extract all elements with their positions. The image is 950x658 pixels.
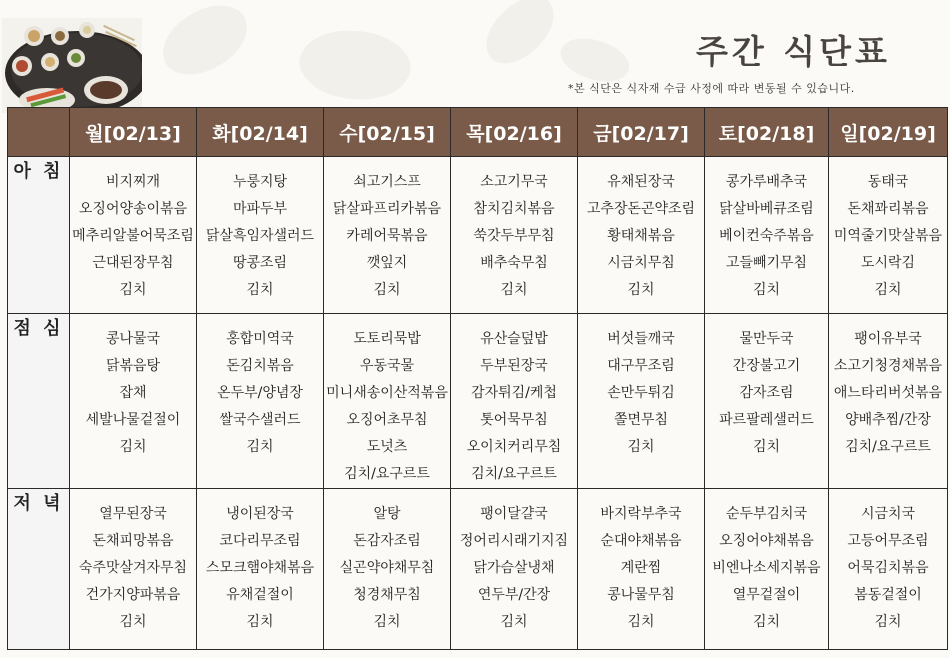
menu-item: 바지락부추국 xyxy=(600,506,682,522)
header-corner xyxy=(8,108,70,157)
menu-cell xyxy=(70,157,197,314)
menu-item: 시금치무침 xyxy=(607,255,675,271)
menu-item: 마파두부 xyxy=(232,201,288,217)
korean-dish-image xyxy=(2,18,142,113)
menu-item: 오징어야채볶음 xyxy=(719,533,814,549)
menu-item: 오징어초무침 xyxy=(346,412,428,428)
menu-item: 돈감자조림 xyxy=(353,533,421,549)
menu-item: 간장불고기 xyxy=(732,358,801,374)
menu-item: 세발나물겉절이 xyxy=(85,412,181,428)
menu-cell xyxy=(324,157,451,314)
menu-item: 비지찌개 xyxy=(105,174,161,190)
menu-item: 오이치커리무침 xyxy=(466,439,562,455)
menu-item: 닭살흑임자샐러드 xyxy=(205,228,315,244)
menu-item: 잡채 xyxy=(119,385,147,401)
menu-cell xyxy=(197,314,324,489)
menu-item: 소고기무국 xyxy=(480,174,548,190)
menu-item: 홍합미역국 xyxy=(226,331,294,347)
menu-item: 김치 xyxy=(119,282,147,298)
menu-item: 도토리묵밥 xyxy=(353,331,421,347)
menu-item: 실곤약야채무침 xyxy=(339,560,435,576)
menu-item: 콩나물국 xyxy=(105,331,161,347)
menu-item: 콩가루배추국 xyxy=(725,174,808,190)
menu-item: 도시락김 xyxy=(860,255,916,271)
menu-item: 깻잎지 xyxy=(366,255,408,271)
menu-item: 김치/요구르트 xyxy=(344,466,430,482)
menu-item: 톳어묵무침 xyxy=(480,412,548,428)
menu-item: 정어리시래기지짐 xyxy=(459,533,569,549)
meal-label: 아 침 xyxy=(8,157,70,314)
menu-item: 김치 xyxy=(874,614,902,630)
menu-item: 김치 xyxy=(752,439,781,455)
menu-cell xyxy=(829,489,948,650)
menu-item: 쑥갓두부무침 xyxy=(473,228,555,244)
menu-item: 미역줄기맛살볶음 xyxy=(833,228,943,244)
menu-cell xyxy=(578,314,705,489)
menu-item: 닭가슴살냉채 xyxy=(473,560,555,576)
weekly-menu-table xyxy=(7,107,948,650)
menu-item: 김치 xyxy=(752,282,781,298)
menu-item: 계란찜 xyxy=(620,560,662,576)
menu-item: 김치 xyxy=(119,614,147,630)
menu-cell xyxy=(451,314,578,489)
menu-item: 두부된장국 xyxy=(480,358,548,374)
background-leaf xyxy=(473,0,567,73)
menu-cell xyxy=(70,314,197,489)
menu-item: 베이컨숙주볶음 xyxy=(719,228,814,244)
menu-item: 스모크햄야채볶음 xyxy=(205,560,315,576)
menu-item: 카레어묵볶음 xyxy=(346,228,428,244)
menu-item: 알탕 xyxy=(373,506,401,522)
menu-item: 김치 xyxy=(500,282,528,298)
menu-item: 도넛츠 xyxy=(366,439,408,455)
menu-item: 열무겉절이 xyxy=(732,587,801,603)
menu-item: 팽이달걀국 xyxy=(480,506,548,522)
day-header: 일[02/19] xyxy=(829,108,948,157)
menu-item: 코다리무조림 xyxy=(219,533,301,549)
meal-label: 저 녁 xyxy=(8,489,70,650)
menu-item: 참치김치볶음 xyxy=(473,201,555,217)
menu-item: 김치 xyxy=(246,282,274,298)
menu-item: 소고기청경채볶음 xyxy=(833,358,943,374)
menu-item: 순두부김치국 xyxy=(725,506,808,522)
menu-item: 김치 xyxy=(373,282,401,298)
menu-item: 우동국물 xyxy=(359,358,415,374)
menu-item: 김치 xyxy=(627,282,655,298)
background-leaf xyxy=(293,17,417,113)
menu-item: 청경채무침 xyxy=(353,587,421,603)
menu-item: 냉이된장국 xyxy=(226,506,294,522)
menu-item: 김치/요구르트 xyxy=(471,466,557,482)
menu-item: 유산슬덮밥 xyxy=(480,331,548,347)
menu-item: 숙주맛살겨자무침 xyxy=(78,560,188,576)
notice-text: *본 식단은 식자재 수급 사정에 따라 변동될 수 있습니다. xyxy=(568,82,855,95)
day-header: 금[02/17] xyxy=(578,108,705,157)
background-leaf xyxy=(152,0,257,84)
menu-item: 버섯들깨국 xyxy=(607,331,675,347)
menu-item: 쌀국수샐러드 xyxy=(219,412,301,428)
menu-cell xyxy=(578,489,705,650)
menu-cell xyxy=(451,157,578,314)
page-title: 주간 식단표 xyxy=(696,32,891,71)
menu-item: 김치/요구르트 xyxy=(845,439,931,455)
menu-cell xyxy=(451,489,578,650)
menu-cell xyxy=(70,489,197,650)
menu-cell xyxy=(197,157,324,314)
menu-item: 배추숙무침 xyxy=(480,255,548,271)
day-header: 토[02/18] xyxy=(705,108,829,157)
menu-item: 순대야채볶음 xyxy=(600,533,682,549)
menu-item: 열무된장국 xyxy=(99,506,167,522)
menu-item: 김치 xyxy=(246,439,274,455)
day-header-row xyxy=(8,108,948,157)
menu-item: 메추리알불어묵조림 xyxy=(72,228,194,244)
menu-cell xyxy=(705,157,829,314)
menu-item: 김치 xyxy=(752,614,781,630)
menu-item: 김치 xyxy=(874,282,902,298)
menu-item: 비엔나소세지볶음 xyxy=(712,560,821,576)
menu-cell xyxy=(829,314,948,489)
menu-cell xyxy=(705,489,829,650)
menu-item: 김치 xyxy=(373,614,401,630)
menu-item: 시금치국 xyxy=(860,506,916,522)
menu-item: 닭살파프리카볶음 xyxy=(332,201,442,217)
menu-item: 건가지양파볶음 xyxy=(85,587,181,603)
menu-item: 어묵김치볶음 xyxy=(847,560,929,576)
menu-item: 유채된장국 xyxy=(607,174,675,190)
menu-item: 양배추찜/간장 xyxy=(845,412,931,428)
day-header: 월[02/13] xyxy=(70,108,197,157)
day-header: 목[02/16] xyxy=(451,108,578,157)
meal-label: 점 심 xyxy=(8,314,70,489)
menu-item: 닭살바베큐조림 xyxy=(719,201,814,217)
menu-item: 손만두튀김 xyxy=(607,385,675,401)
meal-row xyxy=(8,157,948,314)
meal-row xyxy=(8,489,948,650)
menu-cell xyxy=(197,489,324,650)
menu-item: 근대된장무침 xyxy=(92,255,174,271)
menu-item: 오징어양송이볶음 xyxy=(78,201,188,217)
menu-item: 쇠고기스프 xyxy=(353,174,421,190)
menu-item: 닭볶음탕 xyxy=(105,358,161,374)
menu-item: 온두부/양념장 xyxy=(217,385,303,401)
menu-item: 고등어무조림 xyxy=(847,533,929,549)
menu-item: 땅콩조림 xyxy=(232,255,288,271)
menu-cell xyxy=(829,157,948,314)
day-header: 화[02/14] xyxy=(197,108,324,157)
menu-item: 미니새송이산적볶음 xyxy=(326,385,448,401)
menu-item: 김치 xyxy=(627,614,655,630)
menu-item: 콩나물무침 xyxy=(607,587,675,603)
day-header: 수[02/15] xyxy=(324,108,451,157)
menu-item: 김치 xyxy=(500,614,528,630)
menu-item: 쫄면무침 xyxy=(613,412,669,428)
menu-item: 고들빼기무침 xyxy=(725,255,808,271)
menu-item: 팽이유부국 xyxy=(854,331,922,347)
menu-item: 봄동겉절이 xyxy=(854,587,922,603)
menu-item: 황태채볶음 xyxy=(607,228,675,244)
menu-item: 유채겉절이 xyxy=(226,587,294,603)
menu-item: 파르팔레샐러드 xyxy=(719,412,814,428)
menu-cell xyxy=(324,314,451,489)
menu-item: 돈김치볶음 xyxy=(226,358,294,374)
menu-item: 대구무조림 xyxy=(607,358,675,374)
menu-item: 동태국 xyxy=(867,174,909,190)
menu-item: 누룽지탕 xyxy=(232,174,288,190)
menu-item: 감자조림 xyxy=(739,385,794,401)
menu-item: 김치 xyxy=(119,439,147,455)
menu-cell xyxy=(324,489,451,650)
menu-item: 김치 xyxy=(246,614,274,630)
menu-cell xyxy=(705,314,829,489)
menu-item: 돈채피망볶음 xyxy=(92,533,174,549)
menu-item: 감자튀김/케첩 xyxy=(471,385,557,401)
menu-item: 김치 xyxy=(627,439,655,455)
menu-item: 돈채꽈리볶음 xyxy=(847,201,929,217)
menu-item: 연두부/간장 xyxy=(477,587,551,603)
menu-cell xyxy=(578,157,705,314)
meal-row xyxy=(8,314,948,489)
menu-item: 고추장돈곤약조림 xyxy=(586,201,696,217)
menu-item: 애느타리버섯볶음 xyxy=(833,385,943,401)
menu-item: 물만두국 xyxy=(739,331,794,347)
